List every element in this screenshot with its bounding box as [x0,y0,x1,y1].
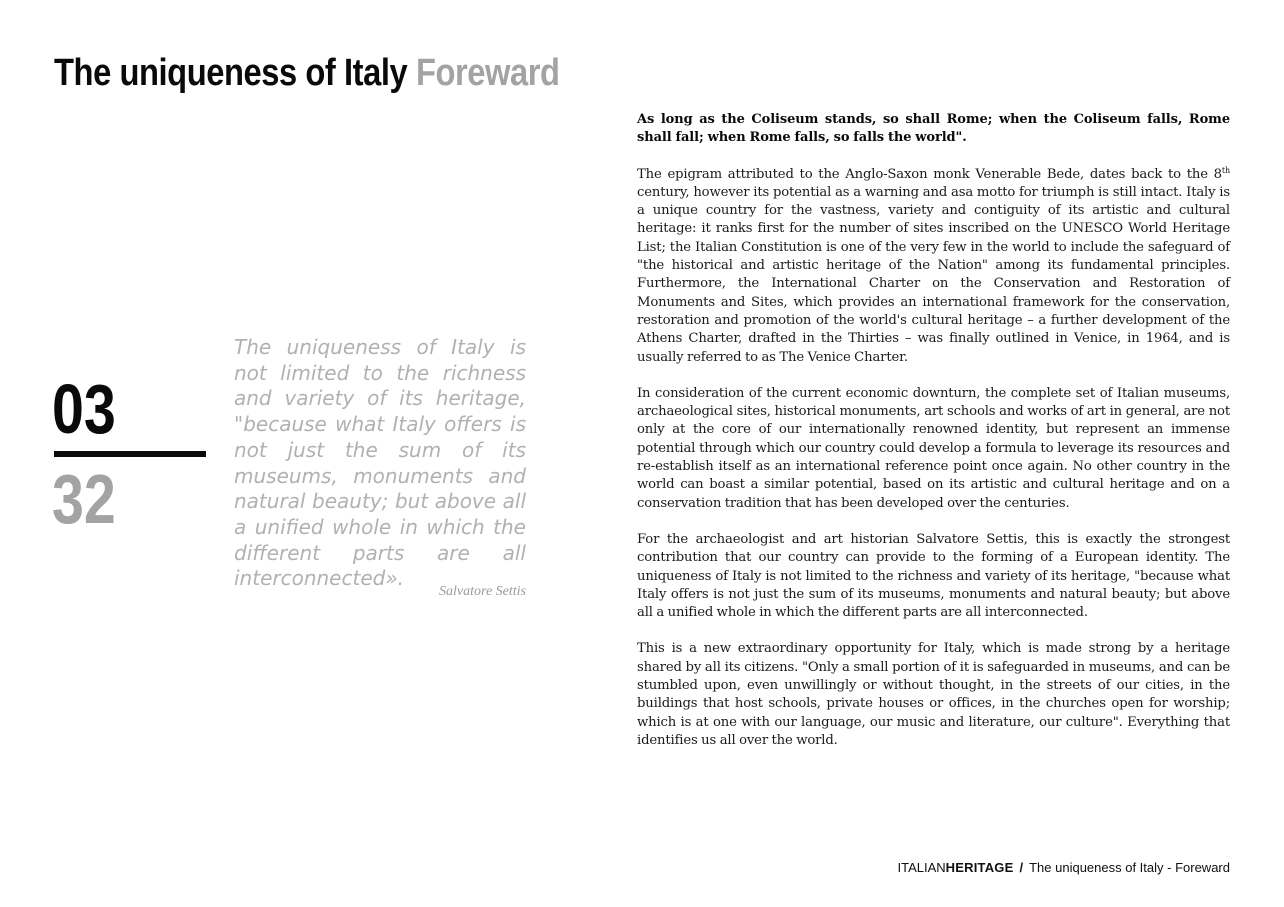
body-paragraph-4: This is a new extraordinary opportunity for Italy, which is made strong by a heritage shared by all its citizens. "Only a small portion of it is safeguarded in museums, and can be stumbled upon, even unwillingly or without thought, in the streets of our cities, in the buildings that host schools, private houses or offices, in the churches open for worship; which is at one with our language, our music and literature, our culture". Everything that identifies us all over the world. [637,641,1230,748]
body-paragraph-2: In consideration of the current economic downturn, the complete set of Italian museums, archaeological sites, historical monuments, art schools and works of art in general, are not only at the core of our internationally renowned identity, but represent an immense potential through which our country could develop a formula to leverage its resources and re-establish itself as an international reference point once again. No other country in the world can boast a similar potential, based on its artistic and cultural heritage and on a conservation tradition that has been developed over the centuries. [637,385,1230,511]
chapter-number: 03 [52,370,116,448]
page-title-main: The uniqueness of Italy [54,52,408,94]
chapter-divider [54,451,206,457]
footer-section-label: The uniqueness of Italy - Foreward [1029,860,1230,875]
lead-paragraph: As long as the Coliseum stands, so shall Rome; when the Coliseum falls, Rome shall fall; when Rome falls, so falls the world". [637,112,1230,146]
footer-brand-light: ITALIAN [897,860,946,875]
page-footer [898,859,1231,877]
p1-text-end: century, however its potential as a warning and asa motto for triumph is still intact. Italy is a unique country for the vastness, variety and contiguity of its artistic and cultural heritage: it ranks first for the number of sites inscribed on the UNESCO World Heritage List; the Italian Constitution is one of the very few in the world to include the safeguard of "the historical and artistic heritage of the Nation" among its fundamental principles. Furthermore, the International Charter on the Conservation and Restoration of Monuments and Sites, which provides an international framework for the conservation, restoration and promotion of the world's cultural heritage – a further development of the Athens Charter, drafted in the Thirties – was finally outlined in Venice, in 1964, and is usually referred to as The Venice Charter. [637,184,1230,365]
body-text-column [637,111,1230,768]
body-paragraph-3: For the archaeologist and art historian Salvatore Settis, this is exactly the strongest contribution that our country can provide to the forming of a European identity. The uniqueness of Italy is not limited to the richness and variety of its heritage, "because what Italy offers is not just the sum of its museums, monuments and natural beauty; but above all a unified whole in which the different parts are all interconnected. [637,531,1230,621]
footer-separator: / [1019,860,1024,875]
quote-author: Salvatore Settis [439,584,526,599]
pull-quote: The uniqueness of Italy is not limited to the richness and variety of its heritage, "because what Italy offers is not just the sum of its museums, monuments and natural beauty; but above all a unified whole in which the different parts are all interconnected». [234,335,526,591]
p1-text-start: The epigram attributed to the Anglo-Saxon monk Venerable Bede, dates back to the 8 [637,166,1222,182]
page-number: 32 [52,460,116,538]
page-title [54,50,560,96]
footer-brand-bold: HERITAGE [945,860,1014,875]
ordinal-superscript: th [1221,165,1230,175]
body-paragraph-1 [637,166,1230,367]
page-subtitle: Foreward [415,52,560,94]
